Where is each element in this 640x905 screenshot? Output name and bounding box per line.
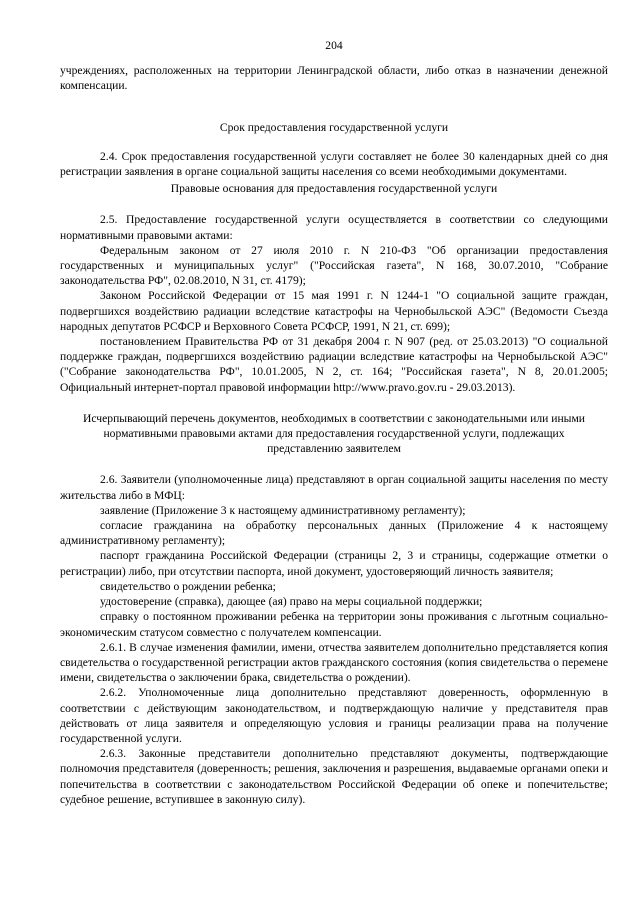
law-item-3: постановлением Правительства РФ от 31 декабря 2004 г. N 907 (ред. от 25.03.2013) "О социальной поддержке граждан, подвергшихся воздействию радиации вследствие катастрофы на Чернобыльской АЭС" ("Собрание законодательства РФ", 10.01.2005, N 2, ст. 164; "Российская газета", N 8, 20.01.2005; Официальный интернет-портал правовой информации http://www.pravo.gov.ru - 29.03.2013). — [60, 335, 608, 394]
doc-item-4: свидетельство о рождении ребенка; — [100, 579, 276, 593]
paragraph-2-6-2: 2.6.2. Уполномоченные лица дополнительно представляют доверенность, оформленную в соответствии с действующим законодательством, и подтверждающую наличие у представителя прав действовать от лица заявителя и определяющую условия и границы реализации права на получение государственной услуги. — [60, 686, 608, 745]
doc-item-6: справку о постоянном проживании ребенка на территории зоны проживания с льготным социально-экономическим статусом совместно с получателем компенсации. — [60, 610, 608, 639]
doc-item-5: удостоверение (справка), дающее (ая) право на меры социальной поддержки; — [100, 595, 483, 609]
paragraph-2-5: 2.5. Предоставление государственной услуги осуществляется в соответствии со следующими нормативными правовыми актами: — [60, 213, 608, 242]
law-item-2: Законом Российской Федерации от 15 мая 1991 г. N 1244-1 "О социальной защите граждан, подвергшихся воздействию радиации вследствие катастрофы на Чернобыльской АЭС" (Ведомости Съезда народных депутатов РСФСР и Верховного Совета РСФСР, 1991, N 21, ст. 699); — [60, 289, 608, 333]
intro-paragraph: учреждениях, расположенных на территории Ленинградской области, либо отказ в назначении денежной компенсации. — [60, 64, 608, 93]
paragraph-2-6-1: 2.6.1. В случае изменения фамилии, имени, отчества заявителем дополнительно представляется копия свидетельства о государственной регистрации актов гражданского состояния (копия свидетельства о перемене имени, свидетельства о заключении брака, свидетельства о рождении). — [60, 640, 608, 685]
paragraph-2-4: 2.4. Срок предоставления государственной услуги составляет не более 30 календарных дней со дня регистрации заявления в органе социальной защиты населения со всеми необходимыми документами. — [60, 149, 608, 179]
doc-item-1: заявление (Приложение 3 к настоящему административному регламенту); — [100, 503, 466, 517]
paragraph-2-6: 2.6. Заявители (уполномоченные лица) представляют в орган социальной защиты населения по месту жительства либо в МФЦ: — [60, 473, 608, 502]
section-legal-title: Правовые основания для предоставления государственной услуги — [170, 182, 498, 196]
document-page — [60, 0, 608, 807]
doc-item-3: паспорт гражданина Российской Федерации (страницы 2, 3 и страницы, содержащие отметки о регистрации) либо, при отсутствии паспорта, иной документ, удостоверяющий личность заявителя; — [60, 549, 608, 578]
section-term-title: Срок предоставления государственной услуги — [219, 120, 449, 134]
page-number: 204 — [325, 39, 343, 52]
section-docs-title: Исчерпывающий перечень документов, необходимых в соответствии с законодательными или иными нормативными правовыми актами для предоставления государственной услуги, подлежащих представлению заявителем — [83, 411, 585, 456]
doc-item-2: согласие гражданина на обработку персональных данных (Приложение 4 к настоящему административному регламенту); — [60, 519, 608, 548]
law-item-1: Федеральным законом от 27 июля 2010 г. N 210-ФЗ "Об организации предоставления государственных и муниципальных услуг" ("Российская газета", N 168, 30.07.2010, "Собрание законодательства РФ", 02.08.2010, N 31, ст. 4179); — [60, 243, 608, 288]
paragraph-2-6-3: 2.6.3. Законные представители дополнительно представляют документы, подтверждающие полномочия представителя (доверенность; решения, заключения и разрешения, выдаваемые органами опеки и попечительства в соответствии с законодательством Российской Федерации об опеке и попечительстве; судебное решение, вступившее в законную силу). — [60, 747, 608, 806]
